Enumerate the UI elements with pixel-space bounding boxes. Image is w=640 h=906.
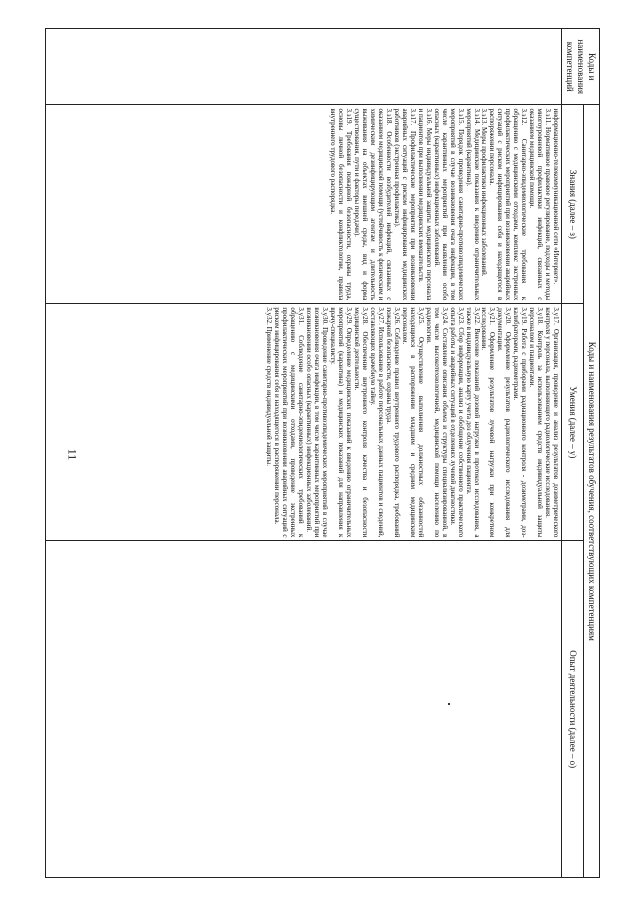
- competency-cell: [46, 29, 562, 105]
- knowledge-item: 3.з13. Меры профилактики инфекционных заболеваний.: [480, 108, 489, 277]
- header-experience: Опыт деятельности (далее – о): [562, 541, 584, 878]
- rotated-page: [45, 28, 600, 878]
- skill-item: 3.у24. Составление описания объема и структуры специализированной, в том числе высокотехнологичной, медицинской помощи населению по радиологии.: [424, 307, 449, 538]
- experience-cell: [46, 541, 562, 878]
- skills-cell: [46, 304, 562, 541]
- skill-item: 3.у27. Использование в работе персональных данных пациентов и сведений, составляющих врачебную тайну.: [368, 307, 385, 538]
- skill-item: 3.у31. Соблюдение санитарно-эпидемиологических требований к обращению с медицинскими отходами, проведение экстренных профилактических мероприятий при возникновении аварийных ситуаций с риском инфицирования себя и находящегося в распоряжении персонала.: [273, 307, 306, 538]
- skill-item: 3.у30. Проведение санитарно-противоэпидемических мероприятий в случае возникновения очага инфекции, в том числе карантинных мероприятий при возникновении особо опасных (карантинных) инфекционных заболеваний.: [305, 307, 330, 538]
- skill-item: 3.у32. Применение средств индивидуальной защиты.: [265, 307, 274, 466]
- skill-item: 3.у20. Оформление результатов радиологического исследования для документации.: [496, 307, 513, 538]
- knowledge-item: 3.з14. Медицинские показания к введению ограничительных мероприятий (карантина).: [464, 108, 481, 301]
- skill-item: 3.у21. Оформление результатов лучевой нагрузки при конкретном исследовании.: [480, 307, 497, 538]
- skill-item: 3.у29. Определение медицинских показаний к введению ограничительных мероприятий (карантина) и медицинских показаний для направления к врачу-специалисту.: [329, 307, 354, 538]
- skill-item: 3.у25. Осуществление выполнения должностных обязанностей находящимся в распоряжении младшим и средним медицинским персоналом.: [400, 307, 425, 538]
- scan-speck: [448, 703, 450, 705]
- skill-item: 3.у17. Организация, проведение и анализ результатов дозиметрического контроля у персонала, выполняющего радиологические исследования.: [544, 307, 561, 538]
- header-knowledge: Знания (далее – з): [562, 105, 584, 304]
- knowledge-cell: [46, 105, 562, 304]
- knowledge-item: 3.з17. Профилактические мероприятия при возникновении аварийных ситуаций с риском инфицирования медицинских работников (экстренная профилактика).: [392, 108, 417, 301]
- page-number: 11: [65, 448, 80, 461]
- knowledge-item: 3.з16. Меры индивидуальной защиты медицинского персонала и пациентов при выполнении медицинских вмешательств.: [416, 108, 433, 301]
- skill-item: 3.у22. Внесение показаний дозовой нагрузки в протокол исследования, а также в индивидуальную карту учета доз облучения пациента.: [464, 307, 481, 538]
- skill-item: 3.у19. Работа с приборами радиационного контроля - дозиметрами, доз-калибраторами, радиометрами.: [512, 307, 529, 538]
- skill-item: 3.у18. Контроль за использованием средств индивидуальной защиты персоналом и пациентами.: [528, 307, 545, 538]
- knowledge-item: 3.з18. Особенности возбудителей инфекций, связанных с оказанием медицинской помощи (устойчивость к физическим и химическим дезинфицирующим агентам и длительность выживания на объектах внешней среды, вид и форма существования, пути и факторы передачи).: [352, 108, 393, 301]
- knowledge-item: информационно-телекоммуникационной сети «Интернет».: [552, 108, 561, 285]
- skill-item: 3.у28. Обеспечение внутреннего контроля качества и безопасности медицинской деятельности.: [352, 307, 369, 538]
- knowledge-item: 3.з12. Санитарно-эпидемиологические требования к обращению с медицинскими отходами, комплекс экстренных профилактических мероприятий при возникновении аварийных ситуаций с риском инфицирования себя и находящегося в распоряжении персонала.: [488, 108, 529, 301]
- knowledge-item: 3.з15. Порядок проведения санитарно-противоэпидемических мероприятий в случае возникновения очага инфекции, в том числе карантинных мероприятий при выявлении особо опасных (карантинных) инфекционных заболеваний.: [432, 108, 465, 301]
- header-skills: Умения (далее – у): [562, 304, 584, 541]
- header-results-group: Коды и наименования результатов обучения, соответствующих компетенциям: [584, 105, 600, 878]
- knowledge-item: 3.з19. Требования пожарной безопасности, охраны труда, основы личной безопасности и конфликтологии, правила внутреннего трудового распорядка.: [329, 108, 354, 301]
- header-competencies: Коды и наименования компетенций: [562, 29, 600, 105]
- skill-item: 3.у23. Сбор информации, анализ и обобщение собственного практического опыта работы и аварийных ситуаций в отделениях лучевой диагностики.: [448, 307, 465, 538]
- competency-table: [45, 28, 600, 878]
- skill-item: 3.у26. Соблюдение правил внутреннего трудового распорядка, требований пожарной безопасности, охраны труда.: [384, 307, 401, 538]
- knowledge-item: 3.з11. Нормативное правовое регулирование, подходы и методы многоуровневой профилактики инфекций, связанных с оказанием медицинской помощи.: [528, 108, 553, 301]
